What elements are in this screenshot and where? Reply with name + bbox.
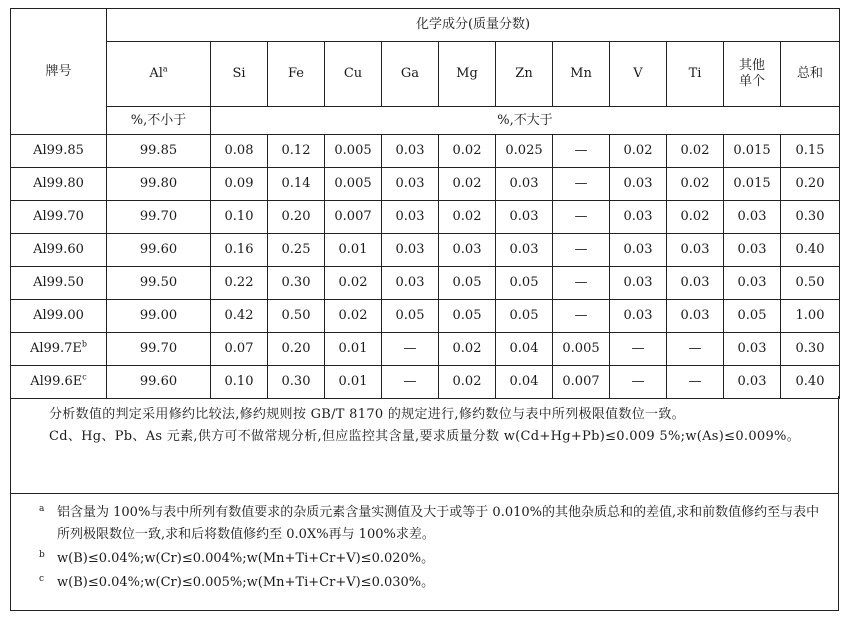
value-cell: 0.03 (496, 168, 553, 201)
value-cell: 0.20 (268, 333, 325, 366)
value-cell: 0.05 (496, 300, 553, 333)
element-header-ga: Ga (382, 42, 439, 107)
value-cell: 0.03 (382, 267, 439, 300)
notes-section (10, 396, 839, 494)
value-cell: 0.15 (781, 135, 840, 168)
footnotes-section (10, 494, 839, 611)
grade-cell: $Al99.7E^b$ (11, 333, 107, 366)
value-cell: 0.02 (439, 168, 496, 201)
grade-cell: Al99.85 (11, 135, 107, 168)
value-cell: 0.30 (781, 333, 840, 366)
table-row (11, 300, 840, 333)
value-cell: 0.09 (211, 168, 268, 201)
min-label: %,不小于 (107, 107, 211, 135)
value-cell: 0.03 (382, 201, 439, 234)
value-cell: 0.03 (382, 234, 439, 267)
value-cell: 0.015 (724, 168, 781, 201)
value-cell: — (610, 366, 667, 399)
value-cell: 99.80 (107, 168, 211, 201)
value-cell: 0.05 (439, 300, 496, 333)
value-cell: 0.42 (211, 300, 268, 333)
value-cell: — (667, 366, 724, 399)
element-header-fe: Fe (268, 42, 325, 107)
value-cell: 0.03 (610, 300, 667, 333)
value-cell: 0.05 (724, 300, 781, 333)
max-label: %,不大于 (211, 107, 840, 135)
value-cell: 0.25 (268, 234, 325, 267)
footnote-c: c w(B)≤0.04%;w(Cr)≤0.005%;w(Mn+Ti+Cr+V)≤0.030%。 (39, 574, 435, 590)
value-cell: 0.03 (382, 168, 439, 201)
value-cell: 0.03 (724, 366, 781, 399)
brand-header: 牌号 (11, 9, 107, 135)
element-header-v: V (610, 42, 667, 107)
value-cell: 0.10 (211, 366, 268, 399)
value-cell: 0.03 (496, 234, 553, 267)
value-cell: 0.03 (724, 333, 781, 366)
value-cell: 0.03 (439, 234, 496, 267)
value-cell: 0.02 (667, 168, 724, 201)
value-cell: 1.00 (781, 300, 840, 333)
table-row (11, 234, 840, 267)
value-cell: 0.01 (325, 333, 382, 366)
table-row (11, 366, 840, 399)
value-cell: 0.14 (268, 168, 325, 201)
value-cell: 0.03 (610, 267, 667, 300)
value-cell: — (667, 333, 724, 366)
note-paragraph: Cd、Hg、Pb、As 元素,供方可不做常规分析,但应监控其含量,要求质量分数 w(Cd+Hg+Pb)≤0.009 5%;w(As)≤0.009%。 (49, 429, 801, 444)
value-cell: — (610, 333, 667, 366)
value-cell: 0.04 (496, 366, 553, 399)
value-cell: — (553, 135, 610, 168)
value-cell: 0.20 (781, 168, 840, 201)
value-cell: 0.02 (667, 135, 724, 168)
value-cell: 0.03 (724, 267, 781, 300)
table-body (11, 135, 840, 399)
value-cell: 0.40 (781, 234, 840, 267)
element-header-zn: Zn (496, 42, 553, 107)
element-header-mg: Mg (439, 42, 496, 107)
table-row (11, 168, 840, 201)
footnote-a: a 铝含量为 100%与表中所列有数值要求的杂质元素含量实测值及大于或等于 0.010%的其他杂质总和的差值,求和前数值修约至与表中所列极限数位一致,求和后将数值修约至 0.0X%再与 100%求差。 (39, 504, 820, 542)
element-header-si: Si (211, 42, 268, 107)
value-cell: 0.007 (325, 201, 382, 234)
value-cell: 99.70 (107, 333, 211, 366)
element-header-mn: Mn (553, 42, 610, 107)
value-cell: 0.05 (382, 300, 439, 333)
value-cell: — (553, 234, 610, 267)
value-cell: 0.10 (211, 201, 268, 234)
value-cell: 0.50 (268, 300, 325, 333)
value-cell: 0.05 (496, 267, 553, 300)
value-cell: 0.22 (211, 267, 268, 300)
value-cell: 0.03 (610, 201, 667, 234)
table-row (11, 333, 840, 366)
other-single-header: 其他 单个 (724, 42, 781, 107)
value-cell: 0.03 (667, 267, 724, 300)
value-cell: 0.02 (439, 366, 496, 399)
value-cell: 99.00 (107, 300, 211, 333)
footnote-b: b w(B)≤0.04%;w(Cr)≤0.004%;w(Mn+Ti+Cr+V)≤0.020%。 (39, 550, 435, 566)
value-cell: 0.08 (211, 135, 268, 168)
grade-cell: Al99.50 (11, 267, 107, 300)
value-cell: 0.30 (268, 366, 325, 399)
value-cell: 0.01 (325, 366, 382, 399)
value-cell: 99.70 (107, 201, 211, 234)
value-cell: 99.50 (107, 267, 211, 300)
total-header: 总和 (781, 42, 840, 107)
value-cell: 0.007 (553, 366, 610, 399)
value-cell: 0.005 (325, 135, 382, 168)
value-cell: — (553, 300, 610, 333)
value-cell: 0.03 (667, 300, 724, 333)
value-cell: 0.03 (496, 201, 553, 234)
grade-cell: Al99.80 (11, 168, 107, 201)
value-cell: 0.12 (268, 135, 325, 168)
element-header-cu: Cu (325, 42, 382, 107)
value-cell: 99.60 (107, 234, 211, 267)
value-cell: 0.03 (382, 135, 439, 168)
value-cell: 0.02 (439, 201, 496, 234)
value-cell: 0.02 (325, 300, 382, 333)
value-cell: 99.85 (107, 135, 211, 168)
value-cell: 99.60 (107, 366, 211, 399)
value-cell: 0.30 (268, 267, 325, 300)
composition-header: 化学成分(质量分数) (107, 9, 840, 42)
table-row (11, 135, 840, 168)
value-cell: 0.20 (268, 201, 325, 234)
value-cell: 0.16 (211, 234, 268, 267)
element-header-ti: Ti (667, 42, 724, 107)
value-cell: — (553, 168, 610, 201)
table-row (11, 201, 840, 234)
value-cell: 0.03 (724, 234, 781, 267)
value-cell: 0.02 (439, 135, 496, 168)
value-cell: 0.40 (781, 366, 840, 399)
value-cell: 0.02 (325, 267, 382, 300)
value-cell: 0.005 (325, 168, 382, 201)
value-cell: 0.05 (439, 267, 496, 300)
composition-table (10, 8, 840, 399)
value-cell: — (553, 267, 610, 300)
value-cell: — (382, 366, 439, 399)
value-cell: 0.02 (439, 333, 496, 366)
value-cell: 0.02 (667, 201, 724, 234)
value-cell: 0.02 (610, 135, 667, 168)
grade-cell: Al99.60 (11, 234, 107, 267)
table-row (11, 267, 840, 300)
grade-cell: $Al99.6E^c$ (11, 366, 107, 399)
grade-cell: Al99.70 (11, 201, 107, 234)
value-cell: 0.04 (496, 333, 553, 366)
value-cell: 0.30 (781, 201, 840, 234)
value-cell: 0.005 (553, 333, 610, 366)
value-cell: — (382, 333, 439, 366)
value-cell: 0.50 (781, 267, 840, 300)
value-cell: 0.03 (610, 234, 667, 267)
grade-cell: Al99.00 (11, 300, 107, 333)
value-cell: 0.025 (496, 135, 553, 168)
value-cell: 0.01 (325, 234, 382, 267)
value-cell: 0.07 (211, 333, 268, 366)
al-header: Al$^a$ (107, 42, 211, 107)
value-cell: 0.015 (724, 135, 781, 168)
value-cell: 0.03 (724, 201, 781, 234)
value-cell: 0.03 (667, 234, 724, 267)
note-paragraph: 分析数值的判定采用修约比较法,修约规则按 GB/T 8170 的规定进行,修约数位与表中所列极限值数位一致。 (49, 407, 685, 422)
value-cell: — (553, 201, 610, 234)
value-cell: 0.03 (610, 168, 667, 201)
